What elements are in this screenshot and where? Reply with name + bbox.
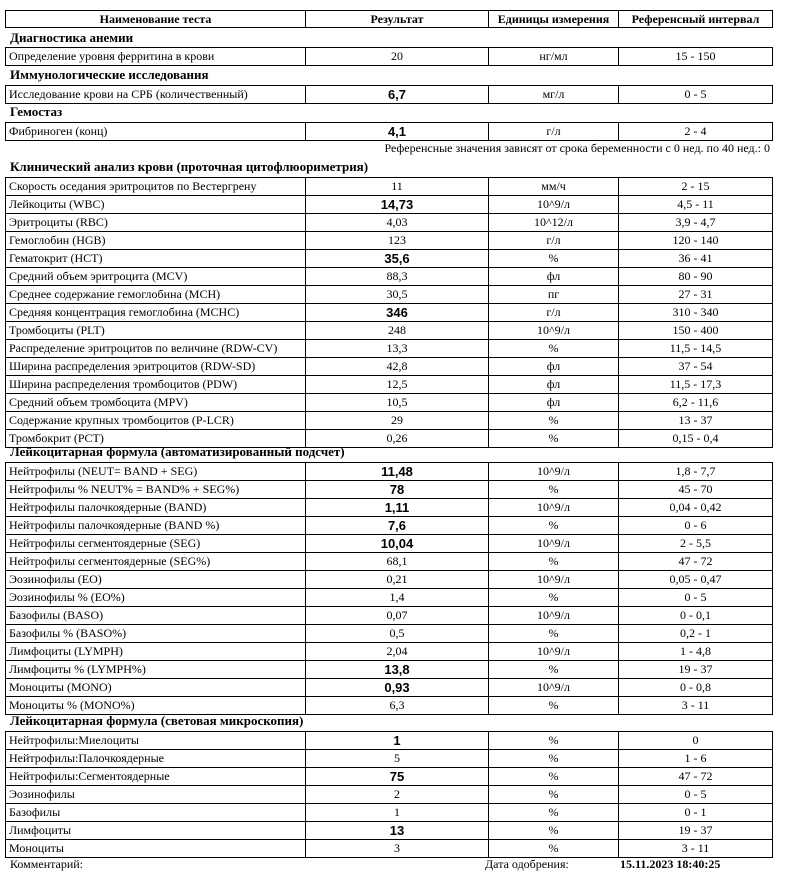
test-units: 10^9/л [489,679,619,697]
section-title-anemia: Диагностика анемии [10,30,134,45]
table-row [6,394,773,412]
test-units: 10^9/л [489,463,619,481]
test-name: Фибриноген (конц) [6,123,306,141]
table-row [6,553,773,571]
test-result: 6,3 [306,697,489,715]
test-units: фл [489,268,619,286]
test-result: 4,1 [306,123,489,141]
test-reference: 19 - 37 [619,822,773,840]
table-row [6,48,773,66]
test-name: Моноциты [6,840,306,858]
test-reference: 120 - 140 [619,232,773,250]
test-result: 78 [306,481,489,499]
col-ref-header: Референсный интервал [619,11,773,28]
test-units: % [489,697,619,715]
test-reference: 27 - 31 [619,286,773,304]
test-name: Эозинофилы [6,786,306,804]
test-reference: 3,9 - 4,7 [619,214,773,232]
test-result: 6,7 [306,86,489,104]
test-units: % [489,822,619,840]
test-result: 12,5 [306,376,489,394]
test-units: фл [489,394,619,412]
test-name: Средняя концентрация гемоглобина (MCHC) [6,304,306,322]
table-row [6,804,773,822]
test-reference: 0 - 5 [619,589,773,607]
test-name: Базофилы (BASO) [6,607,306,625]
test-units: 10^9/л [489,571,619,589]
test-name: Тромбоциты (PLT) [6,322,306,340]
test-units: 10^9/л [489,643,619,661]
test-reference: 2 - 4 [619,123,773,141]
section-title-immuno: Иммунологические исследования [10,67,209,82]
table-row [6,412,773,430]
test-name: Нейтрофилы (NEUT= BAND + SEG) [6,463,306,481]
table-row [6,589,773,607]
table-row [6,571,773,589]
table-leuko-micro [5,731,773,858]
test-result: 14,73 [306,196,489,214]
table-row [6,286,773,304]
test-name: Базофилы % (BASO%) [6,625,306,643]
test-name: Нейтрофилы сегментоядерные (SEG) [6,535,306,553]
test-units: 10^12/л [489,214,619,232]
test-units: % [489,786,619,804]
table-row [6,840,773,858]
table-row [6,322,773,340]
test-result: 123 [306,232,489,250]
table-row [6,643,773,661]
col-name-header: Наименование теста [6,11,306,28]
table-cbc [5,177,773,448]
test-reference: 13 - 37 [619,412,773,430]
test-units: 10^9/л [489,322,619,340]
test-units: % [489,481,619,499]
test-reference: 0,15 - 0,4 [619,430,773,448]
test-result: 7,6 [306,517,489,535]
test-result: 11 [306,178,489,196]
test-result: 75 [306,768,489,786]
table-row [6,358,773,376]
table-row [6,304,773,322]
section-title-cbc: Клинический анализ крови (проточная цитофлюориметрия) [10,159,369,174]
test-units: % [489,250,619,268]
table-row [6,196,773,214]
test-reference: 1 - 4,8 [619,643,773,661]
table-row [6,250,773,268]
test-reference: 2 - 15 [619,178,773,196]
cropped-top-edge [0,0,806,3]
test-units: мм/ч [489,178,619,196]
test-result: 5 [306,750,489,768]
test-result: 4,03 [306,214,489,232]
table-row [6,517,773,535]
test-result: 2 [306,786,489,804]
test-name: Ширина распределения тромбоцитов (PDW) [6,376,306,394]
test-name: Лимфоциты % (LYMPH%) [6,661,306,679]
header-table [5,10,773,28]
test-result: 10,5 [306,394,489,412]
test-result: 11,48 [306,463,489,481]
test-name: Среднее содержание гемоглобина (MCH) [6,286,306,304]
test-result: 346 [306,304,489,322]
test-name: Распределение эритроцитов по величине (RDW-CV) [6,340,306,358]
test-name: Нейтрофилы:Палочкоядерные [6,750,306,768]
test-reference: 0 - 0,1 [619,607,773,625]
table-row [6,750,773,768]
test-name: Гемоглобин (HGB) [6,232,306,250]
test-name: Определение уровня ферритина в крови [6,48,306,66]
section-title-hemostasis: Гемостаз [10,104,63,119]
test-units: % [489,750,619,768]
test-name: Нейтрофилы % NEUT% = BAND% + SEG%) [6,481,306,499]
test-result: 68,1 [306,553,489,571]
test-result: 1 [306,732,489,750]
test-name: Базофилы [6,804,306,822]
test-units: нг/мл [489,48,619,66]
test-name: Лейкоциты (WBC) [6,196,306,214]
test-units: % [489,768,619,786]
test-reference: 80 - 90 [619,268,773,286]
test-units: % [489,553,619,571]
test-result: 10,04 [306,535,489,553]
test-result: 30,5 [306,286,489,304]
table-row [6,679,773,697]
test-result: 0,26 [306,430,489,448]
approval-label: Дата одобрения: [485,857,569,871]
test-reference: 310 - 340 [619,304,773,322]
table-row [6,268,773,286]
test-reference: 47 - 72 [619,553,773,571]
table-row [6,768,773,786]
test-units: г/л [489,232,619,250]
col-units-header: Единицы измерения [489,11,619,28]
table-row [6,625,773,643]
reference-note: Референсные значения зависят от срока беременности с 0 нед. по 40 нед.: 0 [384,141,770,155]
test-result: 88,3 [306,268,489,286]
approval-date: 15.11.2023 18:40:25 [620,857,721,871]
test-reference: 0,04 - 0,42 [619,499,773,517]
test-units: % [489,589,619,607]
test-name: Нейтрофилы сегментоядерные (SEG%) [6,553,306,571]
test-reference: 36 - 41 [619,250,773,268]
test-units: 10^9/л [489,196,619,214]
test-reference: 3 - 11 [619,840,773,858]
test-reference: 37 - 54 [619,358,773,376]
table-row [6,661,773,679]
test-units: г/л [489,304,619,322]
test-name: Нейтрофилы:Миелоциты [6,732,306,750]
test-units: % [489,661,619,679]
test-result: 13,3 [306,340,489,358]
test-units: г/л [489,123,619,141]
table-row [6,535,773,553]
test-reference: 0 - 5 [619,86,773,104]
test-reference: 0 - 1 [619,804,773,822]
table-row [6,340,773,358]
table-hemostasis [5,122,773,141]
test-name: Эритроциты (RBC) [6,214,306,232]
test-reference: 2 - 5,5 [619,535,773,553]
test-units: % [489,625,619,643]
test-name: Моноциты (MONO) [6,679,306,697]
test-result: 13 [306,822,489,840]
table-row [6,86,773,104]
header-row [6,11,773,28]
test-reference: 0 - 0,8 [619,679,773,697]
test-reference: 15 - 150 [619,48,773,66]
test-units: фл [489,376,619,394]
test-name: Средний объем тромбоцита (MPV) [6,394,306,412]
col-result-header: Результат [306,11,489,28]
test-reference: 19 - 37 [619,661,773,679]
test-reference: 0 [619,732,773,750]
test-reference: 150 - 400 [619,322,773,340]
test-result: 3 [306,840,489,858]
test-reference: 4,5 - 11 [619,196,773,214]
table-row [6,232,773,250]
test-reference: 6,2 - 11,6 [619,394,773,412]
test-name: Лимфоциты (LYMPH) [6,643,306,661]
test-reference: 47 - 72 [619,768,773,786]
section-title-leuko-micro: Лейкоцитарная формула (световая микроскопия) [10,713,304,728]
test-result: 248 [306,322,489,340]
test-reference: 11,5 - 14,5 [619,340,773,358]
test-name: Тромбокрит (PCT) [6,430,306,448]
test-units: % [489,804,619,822]
table-row [6,463,773,481]
table-row [6,607,773,625]
test-name: Скорость оседания эритроцитов по Вестергрену [6,178,306,196]
test-name: Исследование крови на СРБ (количественный) [6,86,306,104]
test-reference: 0,05 - 0,47 [619,571,773,589]
test-name: Содержание крупных тромбоцитов (P-LCR) [6,412,306,430]
table-row [6,214,773,232]
table-row [6,732,773,750]
test-result: 20 [306,48,489,66]
table-anemia [5,47,773,66]
test-units: % [489,840,619,858]
table-row [6,376,773,394]
test-name: Лимфоциты [6,822,306,840]
test-result: 0,21 [306,571,489,589]
test-units: пг [489,286,619,304]
test-result: 42,8 [306,358,489,376]
test-name: Нейтрофилы:Сегментоядерные [6,768,306,786]
test-reference: 45 - 70 [619,481,773,499]
test-units: 10^9/л [489,607,619,625]
test-units: 10^9/л [489,535,619,553]
comment-label: Комментарий: [10,857,84,871]
test-name: Эозинофилы (EO) [6,571,306,589]
test-result: 1 [306,804,489,822]
table-row [6,786,773,804]
test-reference: 1,8 - 7,7 [619,463,773,481]
test-name: Эозинофилы % (EO%) [6,589,306,607]
test-units: 10^9/л [489,499,619,517]
test-name: Средний объем эритроцита (MCV) [6,268,306,286]
test-units: % [489,517,619,535]
table-leuko-auto [5,462,773,715]
test-name: Нейтрофилы палочкоядерные (BAND %) [6,517,306,535]
test-units: фл [489,358,619,376]
test-name: Гематокрит (HCT) [6,250,306,268]
test-units: % [489,732,619,750]
table-row [6,123,773,141]
test-name: Моноциты % (MONO%) [6,697,306,715]
test-result: 13,8 [306,661,489,679]
test-units: % [489,340,619,358]
test-result: 2,04 [306,643,489,661]
test-reference: 11,5 - 17,3 [619,376,773,394]
test-reference: 0 - 6 [619,517,773,535]
test-reference: 0 - 5 [619,786,773,804]
test-reference: 3 - 11 [619,697,773,715]
test-units: мг/л [489,86,619,104]
test-result: 1,4 [306,589,489,607]
test-units: % [489,430,619,448]
test-reference: 1 - 6 [619,750,773,768]
test-name: Ширина распределения эритроцитов (RDW-SD) [6,358,306,376]
test-result: 35,6 [306,250,489,268]
table-row [6,481,773,499]
test-result: 1,11 [306,499,489,517]
test-result: 29 [306,412,489,430]
table-row [6,697,773,715]
table-immuno [5,85,773,104]
test-result: 0,07 [306,607,489,625]
test-name: Нейтрофилы палочкоядерные (BAND) [6,499,306,517]
table-row [6,178,773,196]
test-result: 0,5 [306,625,489,643]
table-row [6,822,773,840]
section-title-leuko-auto: Лейкоцитарная формула (автоматизированный подсчет) [10,444,345,459]
table-row [6,499,773,517]
test-reference: 0,2 - 1 [619,625,773,643]
test-units: % [489,412,619,430]
test-result: 0,93 [306,679,489,697]
